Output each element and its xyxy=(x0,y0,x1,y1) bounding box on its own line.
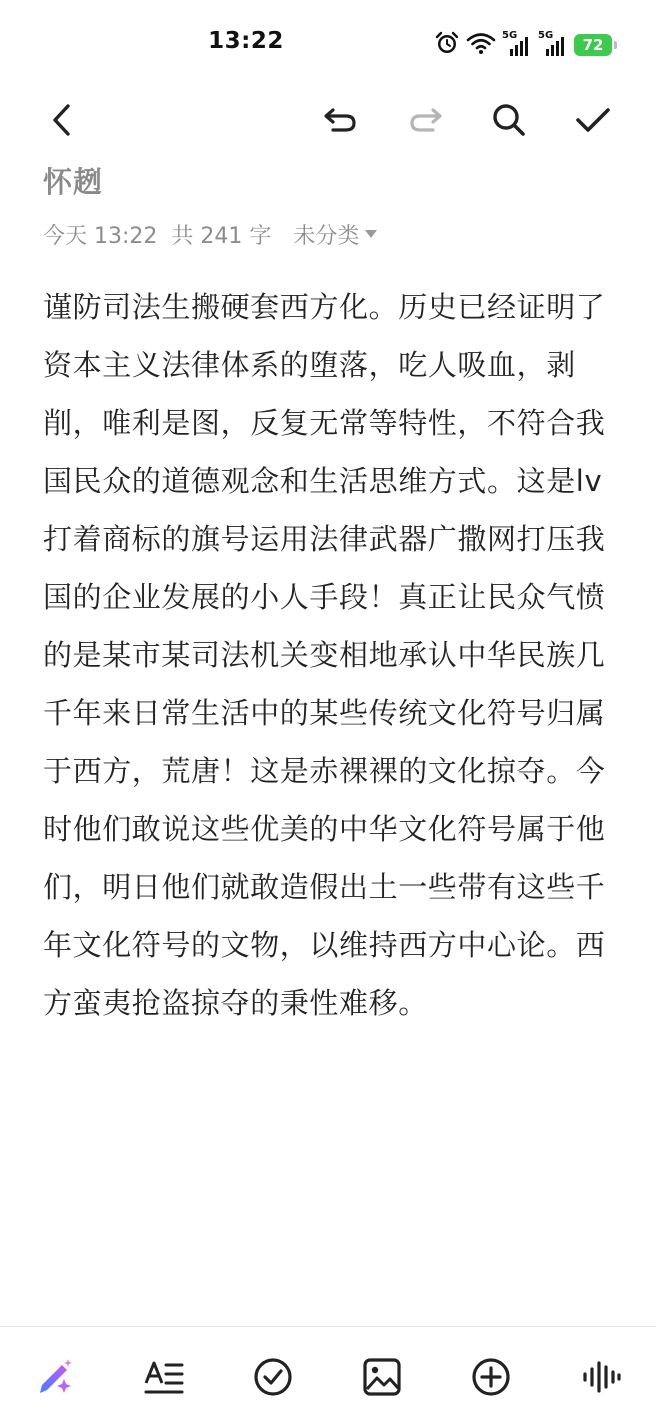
category-label: 未分类 xyxy=(293,223,360,249)
image-button[interactable] xyxy=(354,1349,410,1405)
undo-icon xyxy=(321,102,361,138)
confirm-check-icon xyxy=(573,102,613,138)
word-count: 共 241 字 xyxy=(171,223,272,249)
redo-icon xyxy=(405,102,445,138)
text-format-icon xyxy=(142,1355,186,1399)
signal-icon xyxy=(538,32,568,58)
signal-icon xyxy=(502,32,532,58)
undo-button[interactable] xyxy=(313,90,369,150)
note-meta xyxy=(43,218,377,250)
ai-pen-icon xyxy=(32,1355,76,1399)
add-icon xyxy=(469,1355,513,1399)
redo-button[interactable] xyxy=(397,90,453,150)
note-body[interactable]: 谨防司法生搬硬套西方化。历史已经证明了资本主义法律体系的堕落，吃人吸血，剥削，唯利是图，反复无常等特性，不符合我国民众的道德观念和生活思维方式。这是lv打着商标的旗号运用法律武器广撒网打压我国的企业发展的小人手段！真正让民众气愤的是某市某司法机关变相地承认中华民族几千年来日常生活中的某些传统文化符号归属于西方，荒唐！这是赤裸裸的文化掠夺。今时他们敢说这些优美的中华文化符号属于他们，明日他们就敢造假出土一些带有这些千年文化符号的文物，以维持西方中心论。西方蛮夷抢盗掠夺的秉性难移。 xyxy=(43,290,606,1020)
status-bar xyxy=(0,0,656,88)
bottom-toolbar xyxy=(0,1327,656,1424)
note-date: 今天 13:22 xyxy=(43,223,158,249)
search-button[interactable] xyxy=(481,90,537,150)
status-icons xyxy=(434,30,612,60)
confirm-button[interactable] xyxy=(565,90,621,150)
ai-pen-button[interactable] xyxy=(26,1349,82,1405)
search-icon xyxy=(489,100,529,140)
note-title[interactable]: 怀趔 xyxy=(43,165,104,199)
battery-level: 72 xyxy=(582,36,604,54)
alarm-icon xyxy=(434,30,460,60)
category-selector[interactable] xyxy=(293,219,377,250)
checklist-button[interactable] xyxy=(245,1349,301,1405)
checklist-icon xyxy=(251,1355,295,1399)
text-format-button[interactable] xyxy=(136,1349,192,1405)
signal-label: 5G xyxy=(538,30,554,41)
wifi-icon xyxy=(466,31,496,59)
status-time: 13:22 xyxy=(208,28,284,54)
voice-button[interactable] xyxy=(573,1349,629,1405)
battery-icon xyxy=(574,34,612,56)
voice-wave-icon xyxy=(579,1355,623,1399)
editor-toolbar xyxy=(0,90,656,150)
caret-down-icon xyxy=(365,230,377,238)
back-icon xyxy=(48,100,76,140)
back-button[interactable] xyxy=(34,90,90,150)
add-button[interactable] xyxy=(463,1349,519,1405)
signal-label: 5G xyxy=(502,30,518,41)
image-icon xyxy=(360,1355,404,1399)
